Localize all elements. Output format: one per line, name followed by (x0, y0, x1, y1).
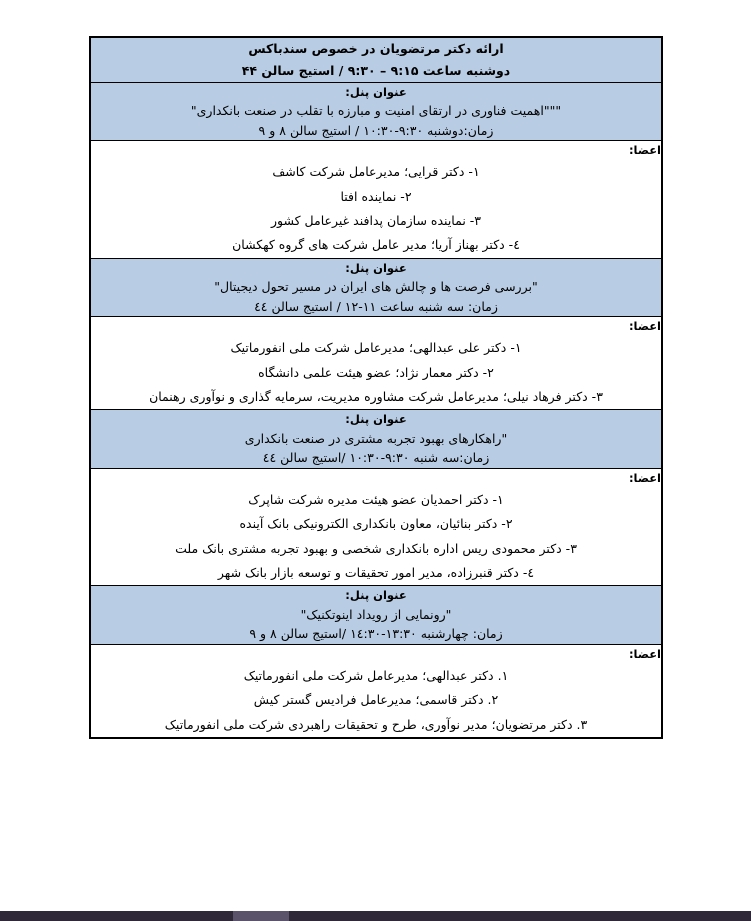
list-item: ۲. دکتر قاسمی؛ مدیرعامل فرادیس گستر کیش (253, 692, 499, 708)
table-row-panel-header (91, 586, 662, 644)
list-item: ۳- دکتر محمودی ریس اداره بانکداری شخصی و بهبود تجربه مشتری بانک ملت (175, 540, 577, 556)
panel-title-2: "بررسی فرصت ها و چالش های ایران در مسیر تحول دیجیتال" (214, 279, 538, 295)
panel-time-3: زمان:سه شنبه ۹:۳۰-۱۰:۳۰ /استیج سالن ٤٤ (262, 450, 490, 466)
list-item: ۱- دکتر احمدیان عضو هیئت مدیره شرکت شاپرک (248, 491, 504, 507)
members-label-1: اعضا: (628, 142, 661, 157)
table-row-members (91, 468, 662, 586)
panel-title-3: "راهکارهای بهبود تجربه مشتری در صنعت بانکداری (244, 430, 508, 446)
list-item: ۳- نماینده سازمان پدافند غیرعامل کشور (270, 213, 482, 229)
table-row-panel-header (91, 82, 662, 140)
panel-header-cell-1 (91, 82, 662, 140)
schedule-table (89, 36, 663, 739)
panel-members-cell-2 (91, 316, 662, 410)
table-row-members (91, 316, 662, 410)
member-list-1 (91, 160, 661, 258)
panel-label-4: عنوان پنل: (345, 588, 407, 603)
members-label-3: اعضا: (628, 470, 661, 485)
panel-title-1: """اهمیت فناوری در ارتقای امنیت و مبارزه با تقلب در صنعت بانکداری" (190, 103, 562, 119)
panel-label-3: عنوان پنل: (345, 412, 407, 427)
horizontal-scrollbar-track[interactable] (0, 911, 751, 921)
header-line-1: ارائه دکتر مرتضویان در خصوص سندباکس (248, 41, 504, 56)
list-item: ٤- دکتر بهناز آریا؛ مدیر عامل شرکت های گروه کهکشان (232, 237, 520, 253)
member-list-4 (91, 664, 661, 737)
panel-header-cell-4 (91, 586, 662, 644)
panel-label-2: عنوان پنل: (345, 260, 407, 275)
panel-label-1: عنوان پنل: (345, 84, 407, 99)
list-item: ۱. دکتر عبدالهی؛ مدیرعامل شرکت ملی انفورماتیک (243, 668, 509, 683)
table-row-header (91, 38, 662, 83)
list-item: ۳. دکتر مرتضویان؛ مدیر نوآوری، طرح و تحقیقات راهبردی شرکت ملی انفورماتیک (164, 716, 588, 732)
list-item: ۳- دکتر فرهاد نیلی؛ مدیرعامل شرکت مشاوره مدیریت، سرمایه گذاری و نوآوری رهنمان (149, 389, 603, 405)
list-item: ۲- دکتر معمار نژاد؛ عضو هیئت علمی دانشگاه (258, 364, 494, 380)
panel-header-cell-2 (91, 258, 662, 316)
list-item: ۲- نماینده افتا (340, 188, 412, 204)
list-item: ٤- دکتر قنبرزاده، مدیر امور تحقیقات و توسعه بازار بانک شهر (217, 565, 535, 581)
member-list-2 (91, 336, 661, 409)
panel-time-1: زمان:دوشنبه ۹:۳۰-۱۰:۳۰ / استیج سالن ۸ و ۹ (258, 122, 494, 138)
panel-members-cell-4 (91, 644, 662, 738)
document-header-cell (91, 38, 662, 83)
table-row-members (91, 140, 662, 258)
members-label-2: اعضا: (628, 318, 661, 333)
table-row-panel-header (91, 258, 662, 316)
panel-members-cell-1 (91, 140, 662, 258)
list-item: ۲- دکتر بنائیان، معاون بانکداری الکترونیکی بانک آینده (239, 516, 513, 532)
horizontal-scrollbar-thumb[interactable] (233, 911, 289, 921)
panel-members-cell-3 (91, 468, 662, 586)
schedule-table-body (91, 38, 662, 738)
list-item: ۱- دکتر علی عبدالهی؛ مدیرعامل شرکت ملی انفورماتیک (230, 340, 522, 356)
schedule-table-inner (90, 37, 662, 738)
panel-time-4: زمان: چهارشنبه ۱۳:۳۰-۱٤:۳۰ /استیج سالن ۸ و ۹ (249, 626, 503, 642)
table-row-panel-header (91, 410, 662, 468)
panel-title-4: "رونمایی از رویداد اینوتکنیک" (300, 606, 452, 622)
panel-time-2: زمان: سه شنبه ساعت ۱۱-۱۲ / استیج سالن ٤٤ (254, 298, 498, 314)
table-row-members (91, 644, 662, 738)
member-list-3 (91, 488, 661, 586)
panel-header-cell-3 (91, 410, 662, 468)
list-item: ۱- دکتر قرایی؛ مدیرعامل شرکت کاشف (272, 164, 480, 180)
members-label-4: اعضا: (628, 646, 661, 661)
header-line-2: دوشنبه ساعت ۹:۱۵ – ۹:۳۰ / استیج سالن ۴۴ (241, 62, 511, 78)
